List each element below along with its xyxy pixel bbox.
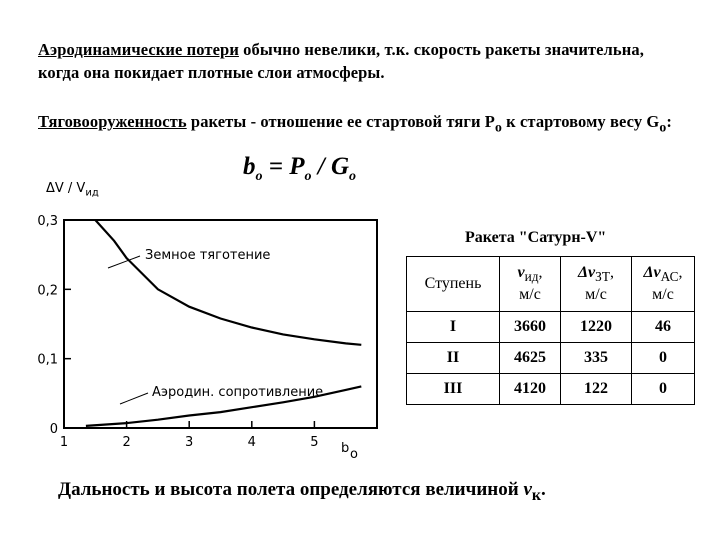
bottom-var: v: [523, 479, 532, 500]
bottom-var-sub: к: [531, 486, 541, 504]
header-dv-zt-unit: м/с: [585, 285, 607, 303]
table-cell: II: [407, 343, 500, 374]
stages-table: [406, 256, 695, 405]
y-label-sub: ид: [85, 187, 99, 199]
y-tick-label: 0,1: [37, 352, 58, 368]
term-aero-losses: Аэродинамические потери: [38, 40, 239, 59]
table-cell: III: [407, 374, 500, 405]
paragraph-thrust-text-c: :: [666, 112, 672, 131]
formula-sub: o: [304, 169, 312, 184]
formula-sub: o: [349, 169, 357, 184]
header-v-unit: м/с: [519, 285, 541, 303]
table-header-row: [407, 257, 695, 312]
subscript-o: o: [494, 119, 502, 135]
formula-sub: o: [255, 169, 263, 184]
table-cell: 3660: [500, 312, 561, 343]
table-title: Ракета "Сатурн-V": [465, 229, 607, 246]
table-cell: 1220: [561, 312, 632, 343]
y-label-main: ΔV / V: [46, 181, 86, 196]
table-cell: 0: [632, 374, 695, 405]
bottom-end: .: [541, 479, 546, 500]
table-cell: 0: [632, 343, 695, 374]
bottom-statement: [58, 479, 546, 505]
series-line-1: [95, 220, 361, 345]
header-dv-as-sub: АС: [660, 269, 679, 285]
y-tick-label: 0,2: [37, 283, 58, 299]
series-label-leader: [120, 393, 148, 404]
header-v-symbol: v: [517, 264, 525, 282]
header-v-sub: ид: [524, 269, 539, 285]
table-cell: 4625: [500, 343, 561, 374]
paragraph-thrust-text-b: к стартовому весу G: [501, 112, 660, 131]
subscript-o: o: [659, 119, 667, 135]
paragraph-aero-losses-text: обычно невелики, т.к. скорость ракеты значительна, когда она покидает плотные слои атмосферы.: [38, 40, 644, 82]
header-v-id: $v_{ид}$, м/с: [500, 257, 561, 312]
x-axis-label: b: [341, 441, 350, 456]
x-axis-label-sub: o: [350, 447, 358, 462]
series-label: Земное тяготение: [145, 248, 271, 263]
table-cell: I: [407, 312, 500, 343]
header-dv-zt: $\Delta v_{ЗТ}$, м/с: [561, 257, 632, 312]
bottom-text: Дальность и высота полета определяются величиной: [58, 479, 524, 500]
term-thrust-to-weight: Тяговооруженность: [38, 112, 187, 131]
x-tick-label: 2: [122, 435, 131, 450]
x-tick-label: 5: [310, 435, 319, 450]
header-dv-as-symbol: Δv: [643, 264, 661, 282]
table-row: [407, 374, 695, 405]
table-cell: 46: [632, 312, 695, 343]
header-dv-zt-sub: ЗТ: [595, 269, 610, 285]
header-dv-as: $\Delta v_{АС}$, м/с: [632, 257, 695, 312]
y-tick-label: 0: [49, 422, 58, 437]
header-stage: [407, 257, 500, 312]
table-row: [407, 312, 695, 343]
table-cell: 4120: [500, 374, 561, 405]
x-tick-label: 4: [247, 435, 256, 450]
series-label: Аэродин. сопротивление: [152, 385, 324, 400]
y-tick-label: 0,3: [37, 214, 58, 229]
formula-eq: = P: [262, 153, 305, 180]
x-tick-label: 3: [185, 435, 194, 450]
header-dv-zt-symbol: Δv: [578, 264, 596, 282]
header-stage-label: Ступень: [424, 275, 482, 292]
x-tick-label: 1: [59, 435, 69, 450]
table-row: [407, 343, 695, 374]
formula-b: b: [243, 153, 256, 180]
formula-div: / G: [311, 153, 350, 180]
header-dv-as-unit: м/с: [652, 285, 674, 303]
table-cell: 122: [561, 374, 632, 405]
table-cell: 335: [561, 343, 632, 374]
paragraph-thrust-text-a: ракеты - отношение ее стартовой тяги P: [186, 112, 495, 131]
